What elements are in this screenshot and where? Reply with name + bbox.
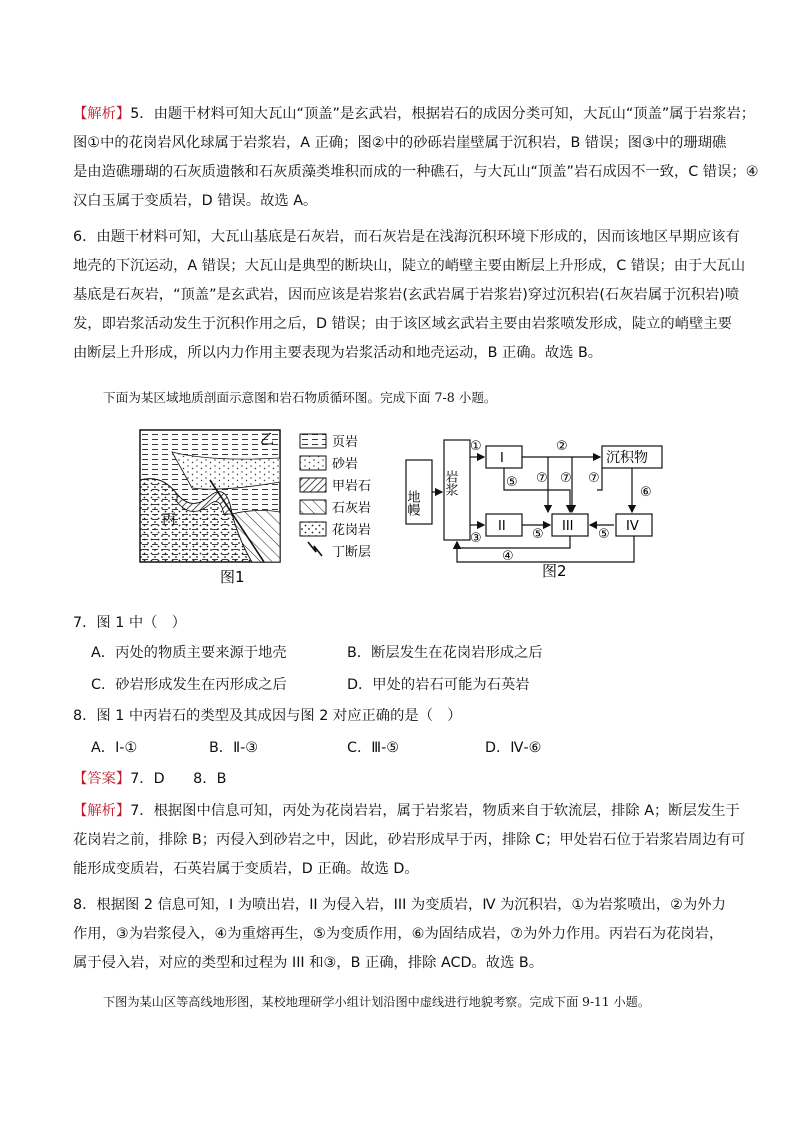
analysis-7-line-2: 花岗岩之前，排除 B；丙侵入到砂岩之中，因此，砂岩形成早于丙，排除 C；甲处岩石位于岩浆岩周边有可 bbox=[73, 832, 746, 848]
label-bing: 丙 bbox=[162, 512, 176, 528]
q7-option-a[interactable]: A．丙处的物质主要来源于地壳 bbox=[91, 645, 287, 661]
q7-option-c[interactable]: C．砂岩形成发生在丙形成之后 bbox=[91, 677, 287, 693]
num-7c: ⑦ bbox=[588, 471, 600, 486]
analysis-8 bbox=[73, 891, 743, 978]
label-yi: 乙 bbox=[260, 432, 274, 448]
q8-option-c[interactable]: C．Ⅲ-⑤ bbox=[347, 740, 400, 756]
analysis-6-line-5: 由断层上升形成，所以内力作用主要表现为岩浆活动和地壳运动，B 正确。故选 B。 bbox=[73, 345, 603, 361]
num-6: ⑥ bbox=[640, 485, 652, 500]
q8-option-a[interactable]: A．I-① bbox=[91, 740, 138, 756]
analysis-label: 【解析】 bbox=[73, 106, 131, 122]
q7-option-d[interactable]: D．甲处的岩石可能为石英岩 bbox=[347, 677, 530, 693]
analysis-6-line-3: 基底是石灰岩，“顶盖”是玄武岩，因而应该是岩浆岩(玄武岩属于岩浆岩)穿过沉积岩(石灰岩属于沉积岩)喷 bbox=[73, 287, 740, 303]
legend bbox=[300, 434, 371, 560]
q8-option-d[interactable]: D．Ⅳ-⑥ bbox=[485, 740, 542, 756]
intro-7-8: 下面为某区域地质剖面示意图和岩石物质循环图。完成下面 7-8 小题。 bbox=[103, 390, 497, 405]
magma-label: 岩浆 bbox=[442, 470, 458, 496]
intro-9-11: 下图为某山区等高线地形图，某校地理研学小组计划沿图中虚线进行地貌考察。完成下面 9-11 小题。 bbox=[103, 995, 651, 1009]
rock-ii: II bbox=[498, 519, 506, 534]
num-4: ④ bbox=[502, 549, 514, 564]
analysis-8-line-3: 属于侵入岩，对应的类型和过程为 III 和③，B 正确，排除 ACD。故选 B。 bbox=[73, 955, 544, 971]
analysis-7-label: 【解析】 bbox=[73, 803, 131, 819]
num-2: ② bbox=[556, 439, 568, 454]
analysis-6-line-1: 6．由题干材料可知，大瓦山基底是石灰岩，而石灰岩是在浅海沉积环境下形成的，因而该地区早期应该有 bbox=[73, 229, 740, 245]
analysis-5-line-3: 是由造礁珊瑚的石灰质遗骸和石灰质藻类堆积而成的一种礁石，与大瓦山“顶盖”岩石成因不一致，C 错误；④ bbox=[73, 164, 759, 180]
legend-limestone: 石灰岩 bbox=[332, 501, 372, 516]
legend-jia-rock: 甲岩石 bbox=[332, 479, 372, 494]
analysis-8-line-1: 8．根据图 2 信息可知，I 为喷出岩，II 为侵入岩，III 为变质岩，Ⅳ 为沉积岩，①为岩浆喷出，②为外力 bbox=[73, 897, 726, 913]
analysis-7-line-1: 7．根据图中信息可知，丙处为花岗岩岩，属于岩浆岩，物质来自于软流层，排除 A；断层发生于 bbox=[130, 803, 740, 819]
q7-stem: 7．图 1 中（ ） bbox=[73, 615, 187, 631]
num-5a: ⑤ bbox=[506, 475, 518, 490]
rock-iii: III bbox=[562, 519, 574, 534]
analysis-5-line-1: 5．由题干材料可知大瓦山“顶盖”是玄武岩，根据岩石的成因分类可知，大瓦山“顶盖”属于岩浆岩； bbox=[130, 106, 756, 122]
analysis-6-line-4: 发，即岩浆活动发生于沉积作用之后，D 错误；由于该区域玄武岩主要由岩浆喷发形成，陡立的峭壁主要 bbox=[73, 316, 732, 332]
figure-2-caption: 图2 bbox=[542, 562, 567, 580]
sediment-label: 沉积物 bbox=[606, 450, 648, 466]
legend-granite: 花岗岩 bbox=[332, 523, 372, 538]
num-5c: ⑤ bbox=[598, 527, 610, 542]
legend-sandstone: 砂岩 bbox=[332, 457, 359, 472]
analysis-7-line-3: 能形成变质岩，石英岩属于变质岩，D 正确。故选 D。 bbox=[73, 861, 419, 877]
figure-1 bbox=[132, 422, 396, 587]
num-1: ① bbox=[470, 439, 482, 454]
answer-7-8 bbox=[73, 768, 226, 788]
answer-label: 【答案】 bbox=[73, 771, 131, 787]
figure-1-caption: 图1 bbox=[220, 568, 245, 586]
q8-option-b[interactable]: B．Ⅱ-③ bbox=[209, 740, 259, 756]
rock-i: I bbox=[500, 451, 504, 466]
answer-text: 7．D 8．B bbox=[130, 771, 227, 787]
analysis-6 bbox=[73, 223, 746, 368]
legend-shale: 页岩 bbox=[332, 435, 359, 450]
analysis-8-line-2: 作用，③为岩浆侵入，④为重熔再生，⑤为变质作用，⑥为固结成岩，⑦为外力作用。丙岩石为花岗岩， bbox=[73, 926, 724, 942]
analysis-6-line-2: 地壳的下沉运动，A 错误；大瓦山是典型的断块山，陡立的峭壁主要由断层上升形成，C 错误；由于大瓦山 bbox=[73, 258, 746, 274]
analysis-5-line-4: 汉白玉属于变质岩，D 错误。故选 A。 bbox=[73, 193, 318, 209]
num-7b: ⑦ bbox=[560, 471, 572, 486]
figure-2 bbox=[402, 430, 672, 580]
num-3: ③ bbox=[470, 531, 482, 546]
legend-fault: 丁断层 bbox=[332, 545, 372, 560]
analysis-7 bbox=[73, 797, 746, 884]
analysis-5 bbox=[73, 100, 759, 216]
mantle-label: 地幔 bbox=[404, 490, 420, 516]
q7-option-b[interactable]: B．断层发生在花岗岩形成之后 bbox=[347, 645, 543, 661]
q8-stem: 8．图 1 中丙岩石的类型及其成因与图 2 对应正确的是（ ） bbox=[73, 708, 462, 724]
analysis-5-line-2: 图①中的花岗岩风化球属于岩浆岩，A 正确；图②中的砂砾岩崖壁属于沉积岩，B 错误；图③中的珊瑚礁 bbox=[73, 135, 727, 151]
num-5b: ⑤ bbox=[532, 527, 544, 542]
rock-iv: IV bbox=[626, 519, 639, 534]
num-7a: ⑦ bbox=[536, 471, 548, 486]
